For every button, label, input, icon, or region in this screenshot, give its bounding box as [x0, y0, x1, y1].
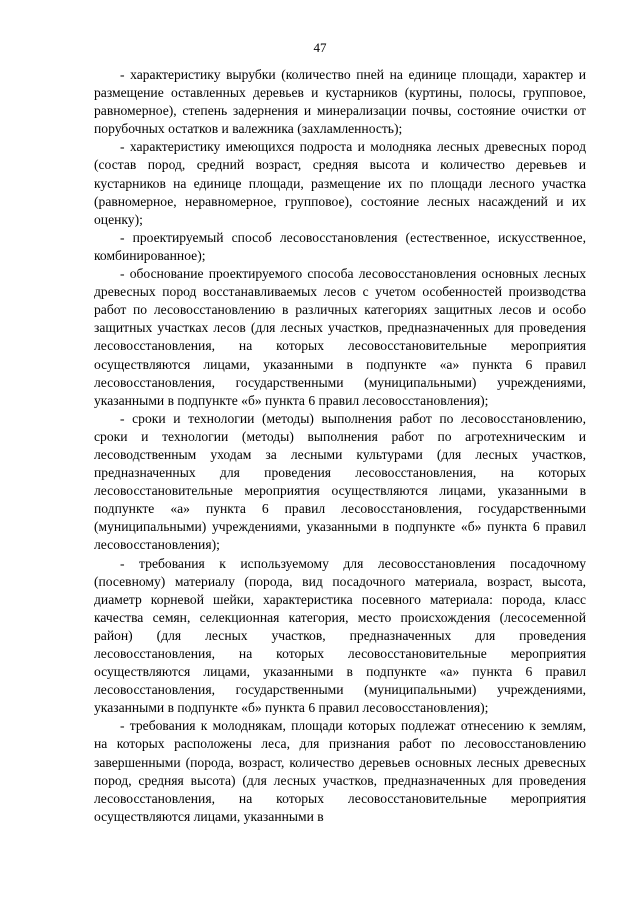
paragraph-undergrowth-characteristics: - характеристику имеющихся подроста и молодняка лесных древесных пород (состав пород, средний возраст, средняя высота и количество деревьев и кустарников на единице площади, размещение их по площади лесного участка (равномерное, неравномерное, групповое), состояние лесных насаждений и их оценку); — [94, 139, 586, 227]
paragraph-young-stand-requirements: - требования к молоднякам, площади которых подлежат отнесению к землям, на которых расположены леса, для признания работ по лесовосстановлению завершенными (порода, возраст, количество деревьев основных лесных древесных пород, средняя высота) (для лесных участков, предназначенных для проведения лесовосстановления, на которых лесовосстановительные мероприятия осуществляются лицами, указанными в — [94, 718, 586, 824]
paragraph-planting-material-requirements: - требования к используемому для лесовосстановления посадочному (посевному) материалу (порода, вид посадочного материала, возраст, высота, диаметр корневой шейки, характеристика посевного материала: порода, класс качества семян, селекционная категория, место происхождения (лесосеменной район) (для лесных участков, предназначенных для проведения лесовосстановления, на которых лесовосстановительные мероприятия осуществляются лицами, указанными в подпункте «а» пункта 6 правил лесовосстановления, государственными (муниципальными) учреждениями, указанными в подпункте «б» пункта 6 правил лесовосстановления); — [94, 555, 586, 716]
page-number: 47 — [313, 40, 327, 55]
document-body — [94, 66, 586, 826]
paragraph-method-justification: - обоснование проектируемого способа лесовосстановления основных лесных древесных пород восстанавливаемых лесов с учетом особенностей производства работ по лесовосстановлению в различных категориях защитных лесов и особо защитных участках лесов (для лесных участков, предназначенных для проведения лесовосстановления, на которых лесовосстановительные мероприятия осуществляются лицами, указанными в подпункте «а» пункта 6 правил лесовосстановления, государственными (муниципальными) учреждениями, указанными в подпункте «б» пункта 6 правил лесовосстановления); — [94, 266, 586, 408]
paragraph-clearing-characteristics: - характеристику вырубки (количество пней на единице площади, характер и размещение оставленных деревьев и кустарников (куртины, полосы, групповое, равномерное), степень задернения и минерализации почвы, состояние очистки от порубочных остатков и валежника (захламленность); — [94, 67, 586, 137]
paragraph-timing-technology: - сроки и технологии (методы) выполнения работ по лесовосстановлению, сроки и технологии (методы) выполнения работ по агротехническим и лесоводственным уходам за лесными культурами (для лесных участков, предназначенных для проведения лесовосстановления, на которых лесовосстановительные мероприятия осуществляются лицами, указанными в подпункте «а» пункта 6 правил лесовосстановления, государственными (муниципальными) учреждениями, указанными в подпункте «б» пункта 6 правил лесовосстановления); — [94, 410, 586, 553]
paragraph-reforestation-method: - проектируемый способ лесовосстановления (естественное, искусственное, комбинированное); — [94, 229, 586, 263]
